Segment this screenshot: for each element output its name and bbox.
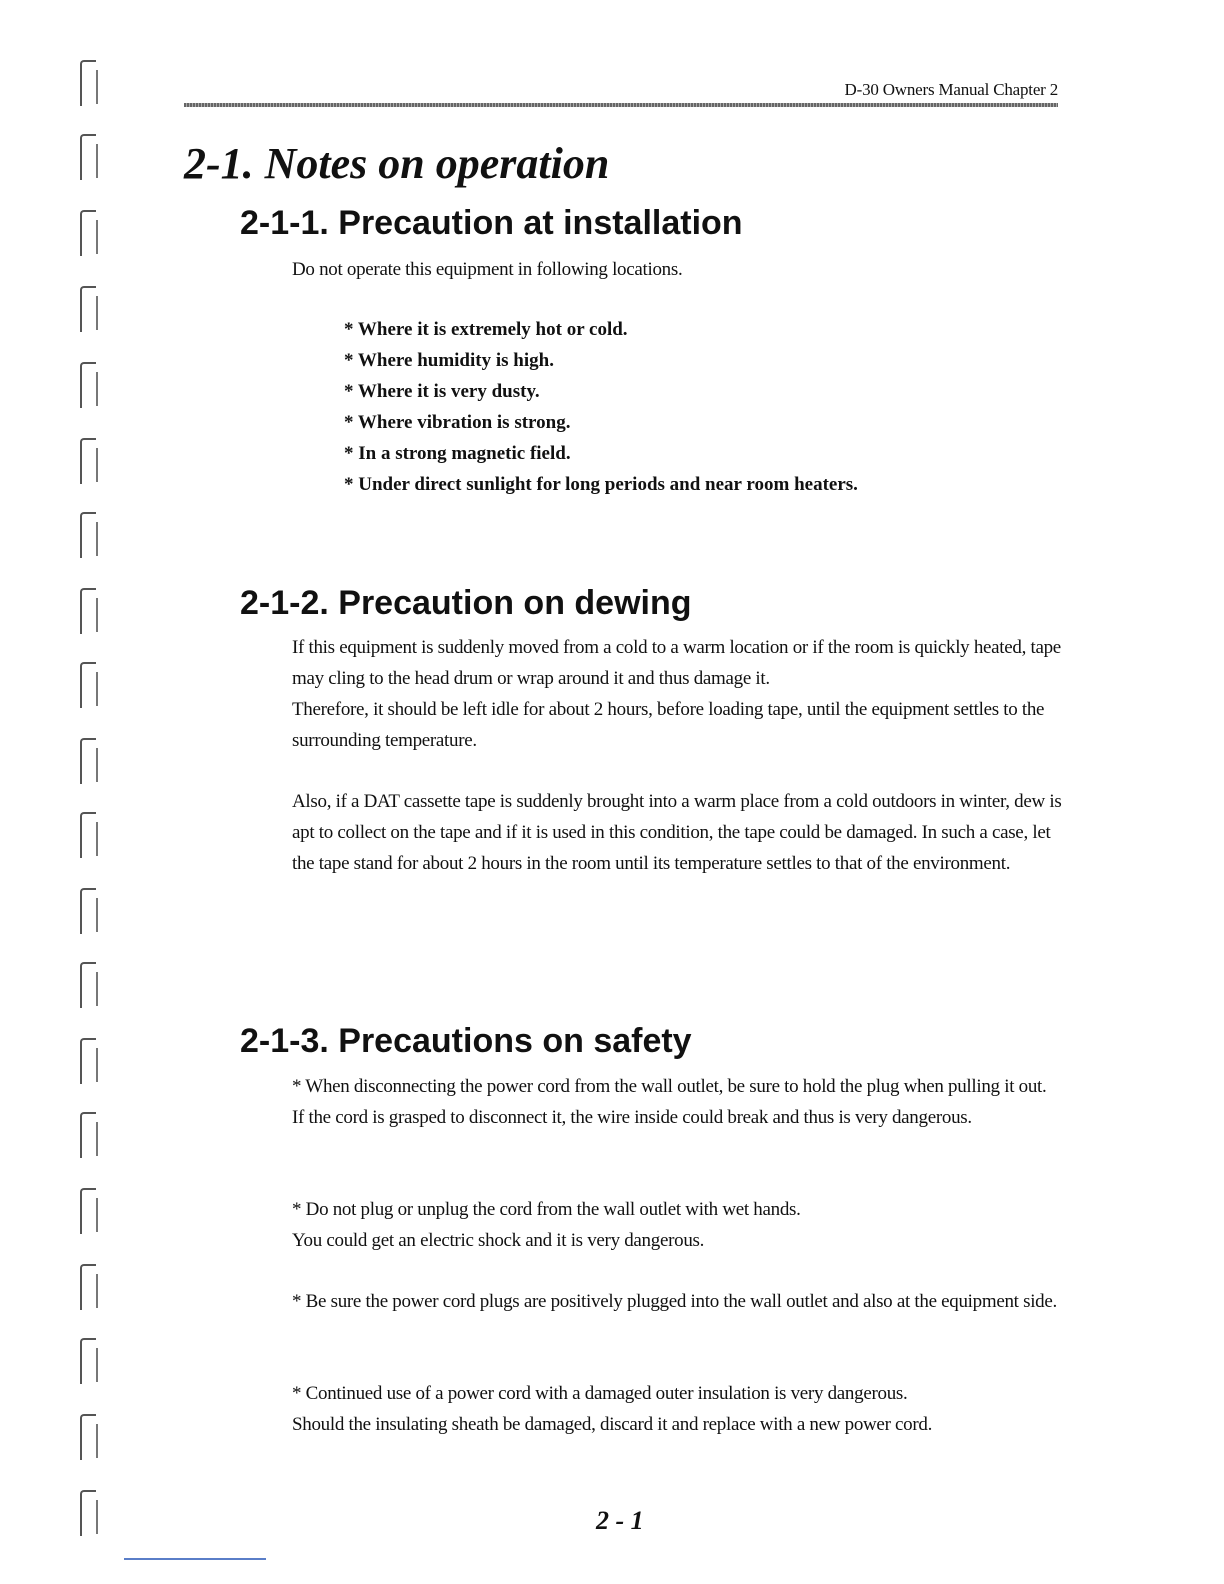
section-title-installation: 2-1-1. Precaution at installation: [240, 204, 743, 242]
binder-ring: [80, 1112, 96, 1158]
installation-intro: Do not operate this equipment in following locations.: [292, 259, 683, 280]
list-item: * Under direct sunlight for long periods and near room heaters.: [344, 469, 858, 500]
binder-ring: [80, 962, 96, 1008]
binder-ring: [80, 1038, 96, 1084]
header-rule: [184, 103, 1058, 107]
safety-paragraph: Should the insulating sheath be damaged, discard it and replace with a new power cord.: [292, 1414, 933, 1435]
dewing-paragraph: Also, if a DAT cassette tape is suddenly brought into a warm place from a cold outdoors in winter, dew is apt to collect on the tape and if it is used in this condition, the tape could be damaged. In such a case, let the tape stand for about 2 hours in the room until its temperature settles to that of the environment.: [292, 791, 1062, 874]
chapter-title: 2-1. Notes on operation: [184, 139, 610, 188]
binder-ring: [80, 286, 96, 332]
dewing-paragraph: Therefore, it should be left idle for about 2 hours, before loading tape, until the equipment settles to the surrounding temperature.: [292, 699, 1045, 751]
binder-holes: [80, 0, 100, 1584]
list-item: * Where it is very dusty.: [344, 376, 858, 407]
binder-ring: [80, 438, 96, 484]
dewing-paragraph: If this equipment is suddenly moved from a cold to a warm location or if the room is quickly heated, tape may cling to the head drum or wrap around it and thus damage it.: [292, 637, 1061, 689]
binder-ring: [80, 210, 96, 256]
binder-ring: [80, 588, 96, 634]
running-header: D-30 Owners Manual Chapter 2: [844, 80, 1058, 99]
binder-ring: [80, 512, 96, 558]
binder-ring: [80, 60, 96, 106]
safety-paragraph: * Do not plug or unplug the cord from the wall outlet with wet hands.: [292, 1199, 801, 1220]
safety-paragraph: * When disconnecting the power cord from the wall outlet, be sure to hold the plug when pulling it out. If the cord is grasped to disconnect it, the wire inside could break and thus is very dangerous.: [292, 1076, 1047, 1128]
binder-ring: [80, 662, 96, 708]
installation-bullet-list: [344, 314, 858, 500]
binder-ring: [80, 134, 96, 180]
binder-ring: [80, 1338, 96, 1384]
section-title-dewing: 2-1-2. Precaution on dewing: [240, 584, 692, 622]
page-number: 2 - 1: [596, 1506, 644, 1535]
section-title-safety: 2-1-3. Precautions on safety: [240, 1022, 692, 1060]
binder-ring: [80, 1264, 96, 1310]
safety-paragraph: You could get an electric shock and it is very dangerous.: [292, 1230, 705, 1251]
list-item: * Where vibration is strong.: [344, 407, 858, 438]
safety-paragraph: * Continued use of a power cord with a damaged outer insulation is very dangerous.: [292, 1383, 908, 1404]
list-item: * Where it is extremely hot or cold.: [344, 314, 858, 345]
list-item: * Where humidity is high.: [344, 345, 858, 376]
binder-ring: [80, 1490, 96, 1536]
scan-artifact-line: [124, 1558, 266, 1560]
binder-ring: [80, 738, 96, 784]
list-item: * In a strong magnetic field.: [344, 438, 858, 469]
safety-paragraph: * Be sure the power cord plugs are positively plugged into the wall outlet and also at the equipment side.: [292, 1291, 1057, 1312]
binder-ring: [80, 362, 96, 408]
binder-ring: [80, 812, 96, 858]
binder-ring: [80, 1188, 96, 1234]
binder-ring: [80, 888, 96, 934]
binder-ring: [80, 1414, 96, 1460]
